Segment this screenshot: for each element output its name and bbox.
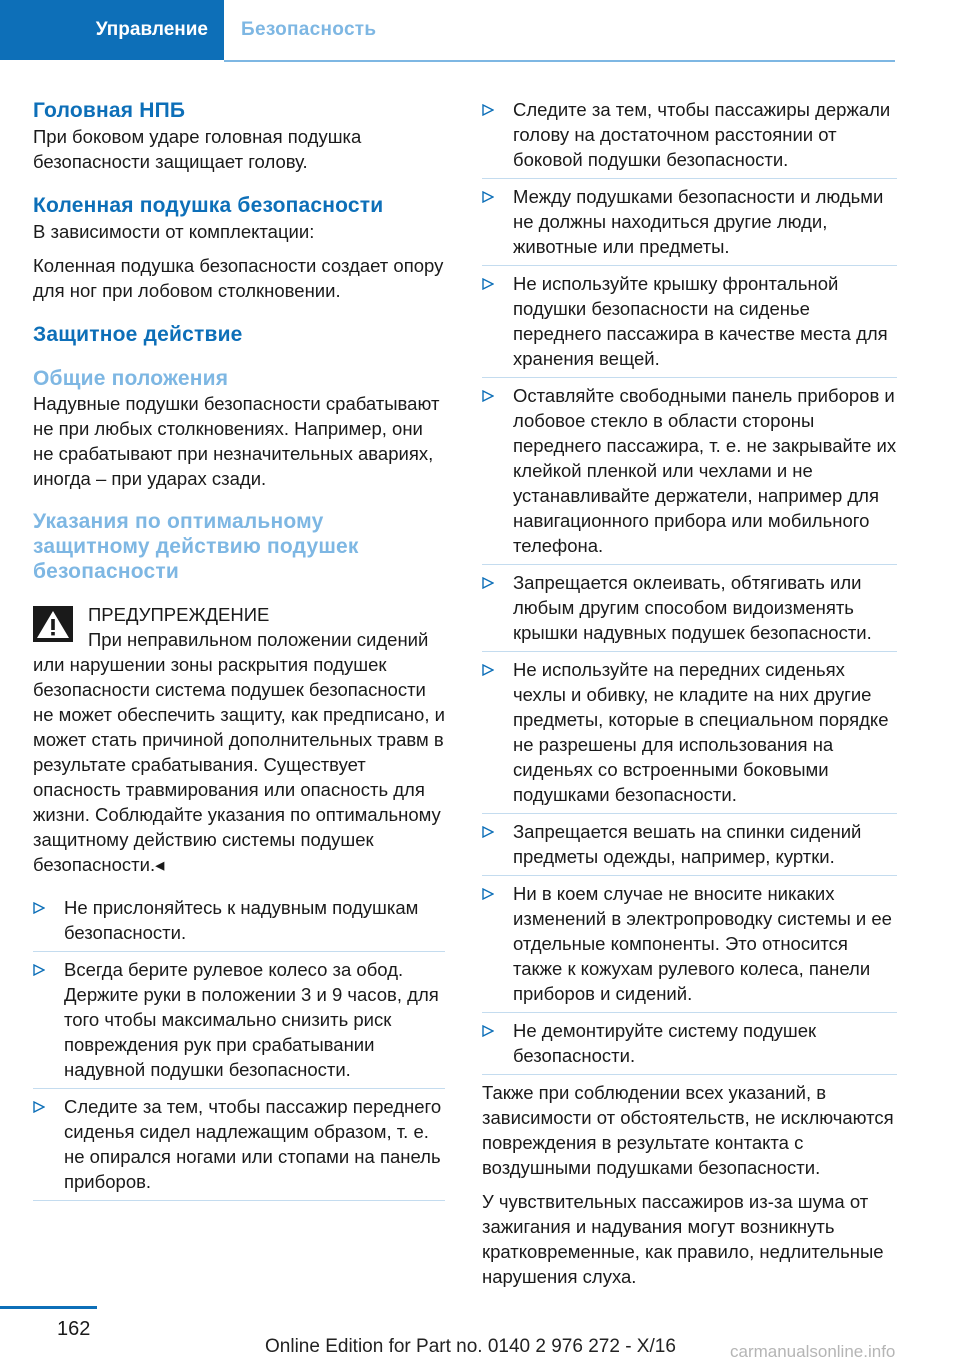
paragraph-hearing: У чувствительных пассажиров из-за шума от зажигания и надувания могут возникнуть кратковременные, как правило, недлительные нарушения слуха. <box>482 1191 884 1287</box>
list-item <box>482 271 897 383</box>
list-item <box>482 657 897 819</box>
triangle-right-outline-icon <box>33 902 45 914</box>
triangle-right-outline-icon <box>482 278 494 290</box>
list-item-text: Ни в коем случае не вносите никаких изменений в электропроводку системы и ее отдельные компоненты. Это относится также к кожухам рулевого колеса, панели приборов и сидений. <box>513 883 892 1004</box>
paragraph-head-airbag: При боковом ударе головная подушка безопасности защищает голову. <box>33 126 362 172</box>
triangle-right-outline-icon <box>33 964 45 976</box>
header-divider <box>224 60 895 62</box>
right-bullet-list <box>482 97 897 1080</box>
warning-triangle-icon <box>33 606 73 642</box>
list-item-text: Не демонтируйте систему подушек безопасности. <box>513 1020 817 1066</box>
list-item-text: Между подушками безопасности и людьми не должны находиться другие люди, животные или предметы. <box>513 186 884 257</box>
heading-protective-action: Защитное действие <box>33 323 243 346</box>
list-item <box>482 97 897 184</box>
list-item-text: Всегда берите рулевое колесо за обод. Держите руки в положении 3 и 9 часов, для того чтобы максимально снизить риск повреждения рук при срабатывании надувной подушки безопасности. <box>64 959 439 1080</box>
triangle-right-outline-icon <box>482 888 494 900</box>
paragraph-knee-airbag: Коленная подушка безопасности создает опору для ног при лобовом столкновении. <box>33 255 444 301</box>
warning-title: ПРЕДУПРЕЖДЕНИЕ <box>88 604 270 625</box>
page-number: 162 <box>57 1318 91 1340</box>
footer-divider <box>0 1306 97 1309</box>
left-column <box>33 97 445 1206</box>
heading-general: Общие положения <box>33 367 229 390</box>
triangle-right-outline-icon <box>482 826 494 838</box>
list-item <box>482 881 897 1018</box>
heading-knee-airbag: Коленная подушка безопасности <box>33 194 384 217</box>
triangle-right-outline-icon <box>482 390 494 402</box>
triangle-right-outline-icon <box>33 1101 45 1113</box>
paragraph-knee-equipment: В зависимости от комплектации: <box>33 221 315 242</box>
left-bullet-list <box>33 895 445 1206</box>
warning-text-first-line: При неправильном положении сидений <box>88 629 429 650</box>
list-item <box>482 570 897 657</box>
watermark: carmanualsonline.info <box>730 1342 896 1361</box>
warning-text: или нарушении зоны раскрытия подушек безопасности система подушек безопасности не может обеспечить защиту, как предписано, и может стать причиной дополнительных травм в результате срабатывания. Существует опасность травмирования или опасность для жизни. Соблюдайте указания по оптимальному защитному действию системы подушек безопасности.◂ <box>33 654 445 875</box>
list-item <box>33 895 445 957</box>
triangle-right-outline-icon <box>482 104 494 116</box>
list-item <box>482 383 897 570</box>
paragraph-residual-risk: Также при соблюдении всех указаний, в зависимости от обстоятельств, не исключаются повреждения в результате контакта с воздушными подушками безопасности. <box>482 1082 894 1178</box>
list-item-text: Следите за тем, чтобы пассажиры держали голову на достаточном расстоянии от боковой подушки безопасности. <box>513 99 891 170</box>
list-item-text: Не используйте крышку фронтальной подушки безопасности на сиденье переднего пассажира в качестве места для хранения вещей. <box>513 273 888 369</box>
right-column <box>482 97 897 1289</box>
list-item-text: Запрещается вешать на спинки сидений предметы одежды, например, куртки. <box>513 821 862 867</box>
paragraph-general: Надувные подушки безопасности срабатывают не при любых столкновениях. Например, они не срабатывают при незначительных авариях, иногда – при ударах сзади. <box>33 393 440 489</box>
triangle-right-outline-icon <box>482 577 494 589</box>
list-item <box>33 957 445 1094</box>
list-item-text: Следите за тем, чтобы пассажир переднего сиденья сидел надлежащим образом, т. е. не опирался ногами или стопами на панель приборов. <box>64 1096 442 1192</box>
list-item <box>482 184 897 271</box>
header-section-title[interactable]: Управление <box>95 19 208 40</box>
heading-head-airbag: Головная НПБ <box>33 99 186 122</box>
list-item-text: Не используйте на передних сиденьях чехлы и обивку, не кладите на них другие предметы, которые в специальном порядке не разрешены для использования на сиденьях со встроенными боковыми подушками безопасности. <box>513 659 889 805</box>
triangle-right-outline-icon <box>482 1025 494 1037</box>
list-item-text: Оставляйте свободными панель приборов и лобовое стекло в области стороны переднего пассажира, т. е. не закрывайте их клейкой пленкой или чехлами и не устанавливайте держатели, например для навигационного прибора или мобильного телефона. <box>513 385 897 556</box>
list-item-text: Запрещается оклеивать, обтягивать или любым другим способом видоизменять крышки надувных подушек безопасности. <box>513 572 872 643</box>
list-item <box>482 1018 897 1080</box>
header-chapter-title[interactable]: Безопасность <box>241 19 377 40</box>
triangle-right-outline-icon <box>482 191 494 203</box>
list-item <box>33 1094 445 1206</box>
page-header <box>0 0 895 62</box>
warning-block <box>33 602 445 877</box>
list-item-text: Не прислоняйтесь к надувным подушкам безопасности. <box>64 897 419 943</box>
heading-optimal-protection: Указания по оптимальному защитному действию подушек безопасности <box>33 510 359 583</box>
edition-note: Online Edition for Part no. 0140 2 976 272 - X/16 <box>265 1336 676 1357</box>
list-item <box>482 819 897 881</box>
triangle-right-outline-icon <box>482 664 494 676</box>
